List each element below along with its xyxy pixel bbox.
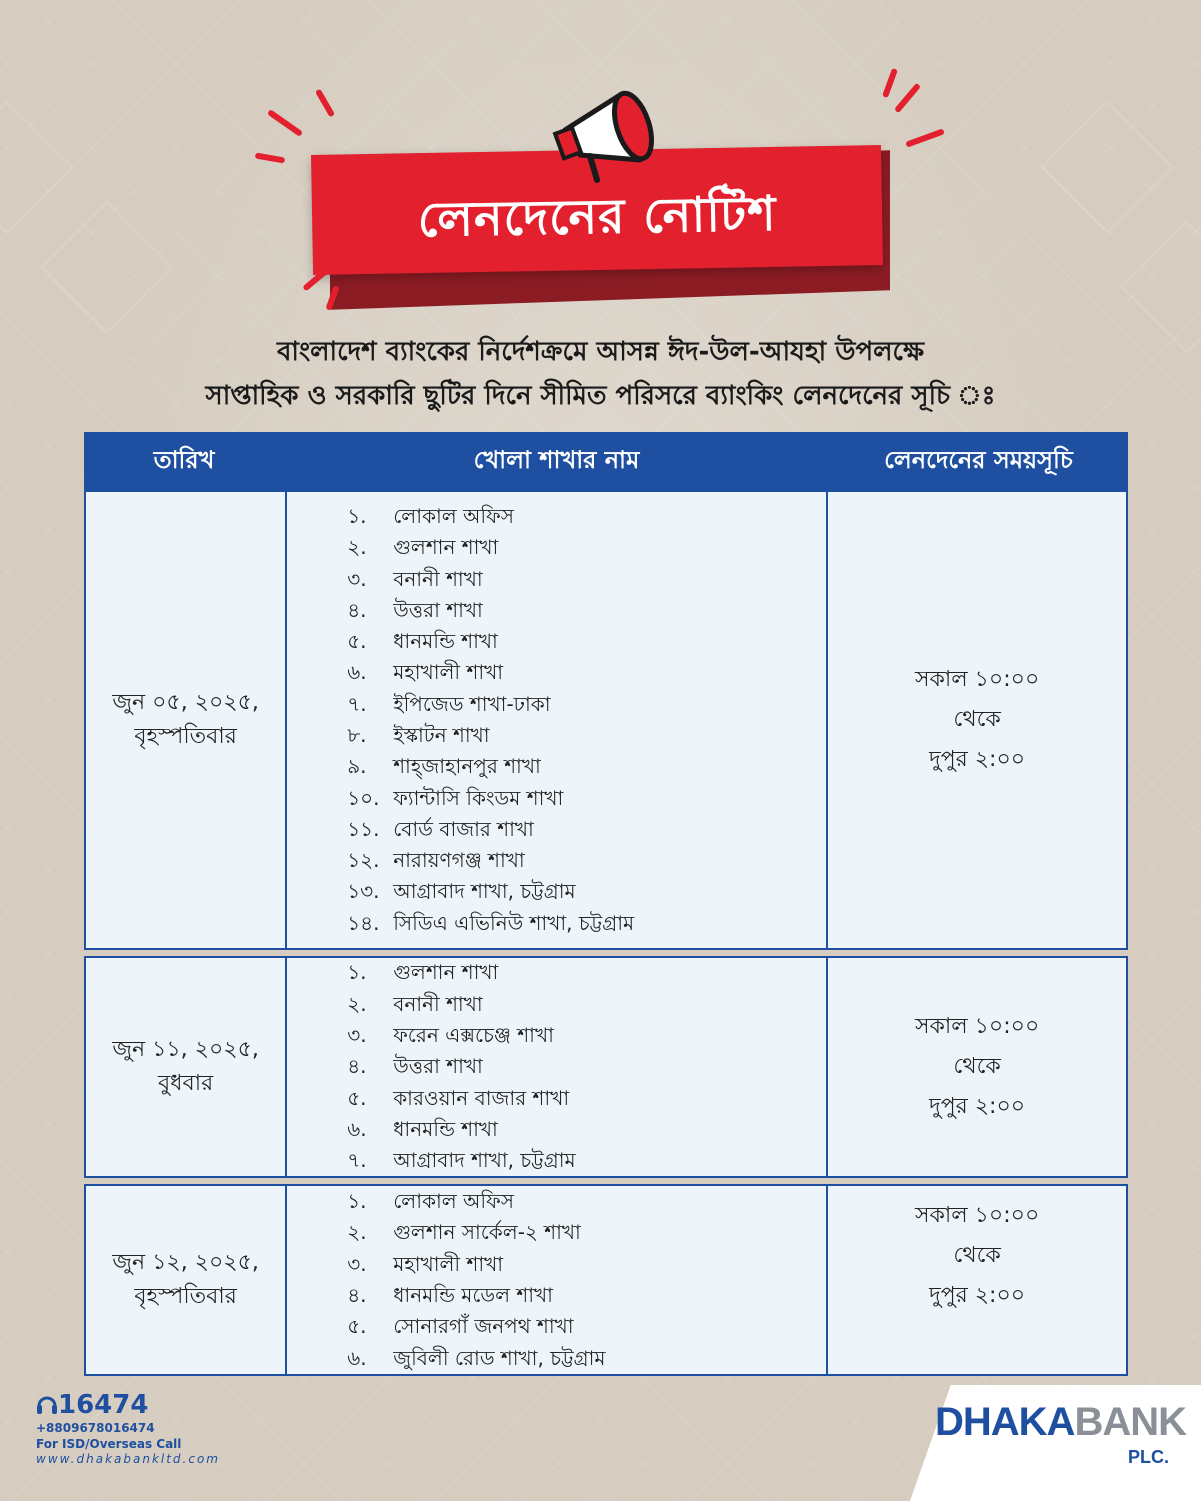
branch-item <box>347 1020 575 1051</box>
branch-name: ধানমন্ডি শাখা <box>393 629 498 654</box>
branch-number: ৫. <box>347 629 367 654</box>
branch-name: গুলশান সার্কেল-২ শাখা <box>393 1220 581 1245</box>
branch-item <box>347 957 575 988</box>
branch-number: ৪. <box>347 1054 367 1079</box>
branch-number: ৪. <box>347 597 367 622</box>
branch-name: গুলশান শাখা <box>393 960 499 985</box>
branch-name: গুলশান শাখা <box>393 535 499 560</box>
branch-number: ১২. <box>347 848 380 873</box>
branch-name: আগ্রাবাদ শাখা, চট্টগ্রাম <box>393 1148 576 1173</box>
branch-cell <box>285 958 828 1176</box>
branch-item <box>347 814 634 845</box>
branch-number: ৪. <box>347 1283 367 1307</box>
branch-number: ৫. <box>347 1314 367 1339</box>
headset-icon <box>36 1392 58 1418</box>
branch-item <box>347 626 634 657</box>
branch-number: ৮. <box>347 723 367 747</box>
branch-item <box>347 689 634 720</box>
date-cell: জুন ০৫, ২০২৫, বৃহস্পতিবার <box>112 690 259 749</box>
banner-title: লেনদেনের নোটিশ <box>417 185 777 248</box>
branch-name: বোর্ড বাজার শাখা <box>393 816 534 841</box>
branch-name: মহাখালী শাখা <box>393 660 504 685</box>
branch-cell <box>285 1186 828 1374</box>
header-date: তারিখ <box>153 446 215 474</box>
branch-name: ইপিজেড শাখা-ঢাকা <box>393 691 551 716</box>
date-cell: জুন ১১, ২০২৫, বুধবার <box>112 1037 259 1096</box>
branch-number: ২. <box>347 535 367 560</box>
time-cell: সকাল ১০:০০ থেকে দুপুর ২:০০ <box>914 1014 1040 1119</box>
overseas-label: For ISD/Overseas Call <box>36 1437 182 1451</box>
intro-text <box>0 330 1201 418</box>
branch-name: জুবিলী রোড শাখা, চট্টগ্রাম <box>393 1345 606 1370</box>
time-cell: সকাল ১০:০০ থেকে দুপুর ২:০০ <box>914 667 1040 772</box>
header-time: লেনদেনের সময়সূচি <box>884 446 1073 474</box>
branch-number: ৫. <box>347 1085 367 1110</box>
branch-name: ইস্কাটন শাখা <box>393 723 490 747</box>
branch-item <box>347 501 634 532</box>
table-row <box>84 956 1128 1178</box>
branch-item <box>347 751 634 782</box>
branch-number: ২. <box>347 1220 367 1245</box>
branch-number: ১. <box>347 1189 367 1214</box>
branch-item <box>347 908 634 939</box>
branch-item <box>347 1343 605 1374</box>
branch-number: ৩. <box>347 1023 367 1048</box>
branch-item <box>347 657 634 688</box>
header-branch: খোলা শাখার নাম <box>473 446 640 474</box>
branch-item <box>347 1145 575 1176</box>
branch-number: ৭. <box>347 1148 367 1173</box>
branch-item <box>347 1249 605 1280</box>
branch-list <box>347 1186 605 1374</box>
branch-number: ১. <box>347 960 367 985</box>
intro-line-1: বাংলাদেশ ব্যাংকের নির্দেশক্রমে আসন্ন ঈদ-উল-আযহা উপলক্ষে <box>276 337 925 367</box>
branch-name: ধানমন্ডি মডেল শাখা <box>393 1283 553 1307</box>
website-link[interactable]: www.dhakabankltd.com <box>36 1452 220 1466</box>
branch-item <box>347 532 634 563</box>
branch-item <box>347 1217 605 1248</box>
branch-number: ৩. <box>347 1251 367 1276</box>
dhaka-bank-logo: DHAKABANK <box>935 1400 1186 1444</box>
branch-item <box>347 1114 575 1145</box>
branch-number: ৬. <box>347 1345 367 1370</box>
hotline-block <box>36 1390 220 1466</box>
branch-item <box>347 1311 605 1342</box>
branch-number: ১. <box>347 503 367 528</box>
branch-name: বনানী শাখা <box>393 566 483 591</box>
branch-number: ১৪. <box>347 910 380 935</box>
branch-item <box>347 595 634 626</box>
branch-number: ৬. <box>347 660 367 685</box>
intro-line-2: সাপ্তাহিক ও সরকারি ছুটির দিনে সীমিত পরিসরে ব্যাংকিং লেনদেনের সূচি ঃ <box>205 381 996 411</box>
branch-number: ১০. <box>347 785 380 810</box>
table-row <box>84 1184 1128 1376</box>
branch-name: কারওয়ান বাজার শাখা <box>393 1085 570 1110</box>
date-cell: জুন ১২, ২০২৫, বৃহস্পতিবার <box>112 1250 259 1309</box>
branch-item <box>347 1051 575 1082</box>
branch-number: ১১. <box>347 816 380 841</box>
branch-list <box>347 501 634 939</box>
phone-number[interactable]: +8809678016474 <box>36 1421 155 1435</box>
time-cell: সকাল ১০:০০ থেকে দুপুর ২:০০ <box>914 1203 1040 1308</box>
table-row <box>84 492 1128 950</box>
branch-name: আগ্রাবাদ শাখা, চট্টগ্রাম <box>393 879 576 904</box>
schedule-table <box>84 432 1128 1376</box>
branch-name: নারায়ণগঞ্জ শাখা <box>393 848 525 873</box>
branch-name: লোকাল অফিস <box>393 1189 514 1214</box>
branch-cell <box>285 492 828 948</box>
branch-name: ধানমন্ডি শাখা <box>393 1116 498 1141</box>
branch-item <box>347 1280 605 1311</box>
branch-name: সোনারগাঁ জনপথ শাখা <box>393 1314 574 1339</box>
branch-item <box>347 564 634 595</box>
branch-number: ৩. <box>347 566 367 591</box>
hotline-number: 16474 <box>58 1390 149 1420</box>
branch-item <box>347 876 634 907</box>
branch-number: ২. <box>347 991 367 1016</box>
branch-name: বনানী শাখা <box>393 991 483 1016</box>
branch-name: ফরেন এক্সচেঞ্জ শাখা <box>393 1023 554 1048</box>
branch-item <box>347 783 634 814</box>
branch-number: ৯. <box>347 754 367 779</box>
branch-name: ফ্যান্টাসি কিংডম শাখা <box>393 785 564 810</box>
branch-item <box>347 989 575 1020</box>
branch-item <box>347 845 634 876</box>
branch-number: ৬. <box>347 1116 367 1141</box>
branch-name: সিডিএ এভিনিউ শাখা, চট্টগ্রাম <box>393 910 635 935</box>
branch-name: শাহ্জাহানপুর শাখা <box>393 754 541 779</box>
branch-name: লোকাল অফিস <box>393 503 514 528</box>
branch-name: উত্তরা শাখা <box>393 1054 483 1079</box>
branch-number: ১৩. <box>347 879 380 904</box>
branch-number: ৭. <box>347 691 367 716</box>
hotline[interactable] <box>36 1390 220 1420</box>
branch-item <box>347 720 634 751</box>
branch-item <box>347 1186 605 1217</box>
branch-name: উত্তরা শাখা <box>393 597 483 622</box>
branch-list <box>347 957 575 1176</box>
megaphone-icon <box>545 60 675 190</box>
branch-item <box>347 1083 575 1114</box>
branch-name: মহাখালী শাখা <box>393 1251 504 1276</box>
table-header <box>84 432 1128 492</box>
logo-plc: PLC. <box>1128 1447 1170 1467</box>
